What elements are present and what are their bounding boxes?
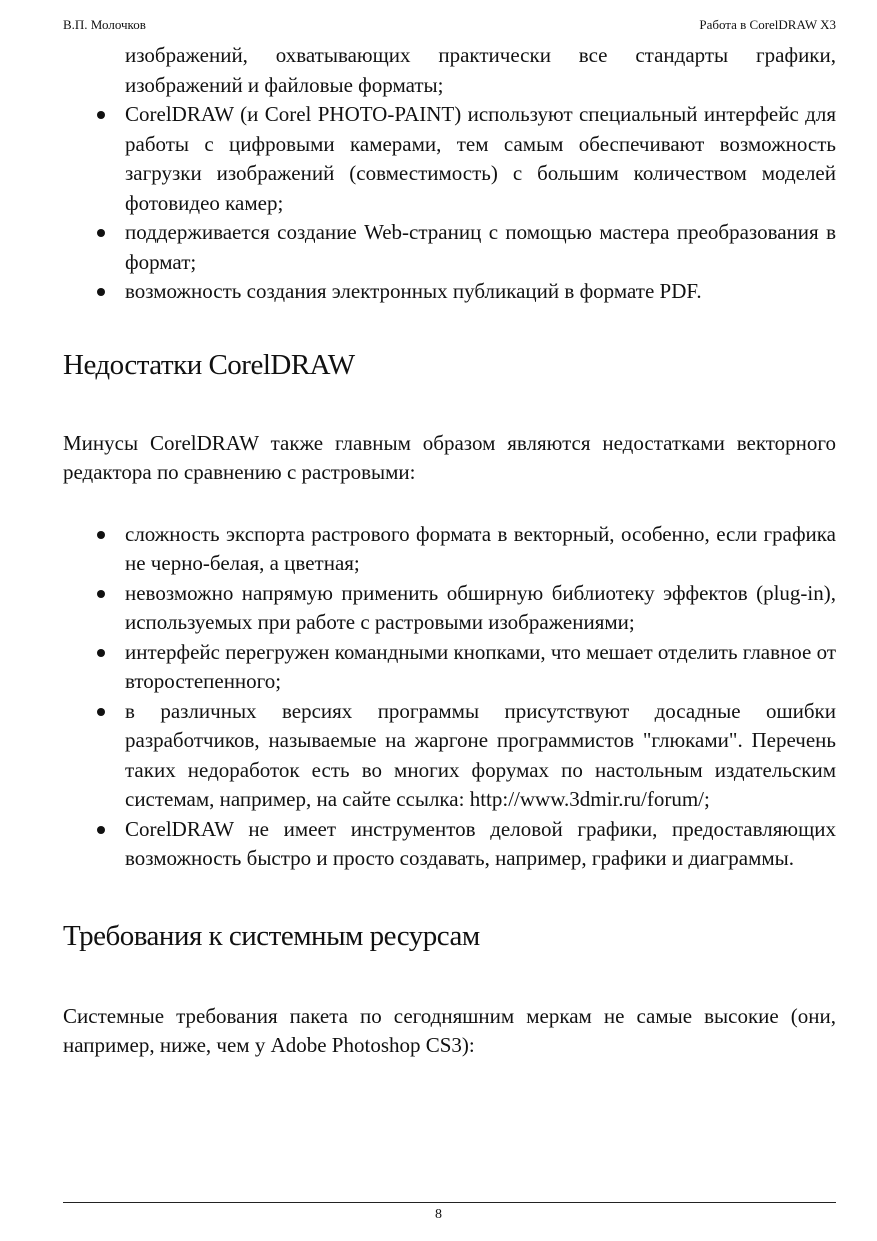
- list-item-text: поддерживается создание Web-страниц с помощью мастера преобразования в формат;: [125, 220, 836, 274]
- bullet-icon: [97, 826, 105, 834]
- bullet-icon: [97, 111, 105, 119]
- section-heading-drawbacks: Недостатки CorelDRAW: [63, 348, 355, 381]
- list-item-text: изображений, охватывающих практически все стандарты графики, изображений и файловые форматы;: [125, 43, 836, 97]
- list-item-text: сложность экспорта растрового формата в векторный, особенно, если графика не черно-белая, а цветная;: [125, 521, 836, 575]
- top-bullet-list: [63, 41, 836, 307]
- bullet-icon: [97, 229, 105, 237]
- page-header: [63, 16, 836, 34]
- list-item-text: CorelDRAW не имеет инструментов деловой графики, предоставляющих возможность быстро и просто создавать, например, графики и диаграммы.: [125, 816, 836, 870]
- list-item: [63, 815, 836, 874]
- header-title: Работа в CorelDRAW X3: [699, 17, 836, 32]
- list-item-text: невозможно напрямую применить обширную библиотеку эффектов (plug-in), используемых при работе с растровыми изображениями;: [125, 580, 836, 634]
- section-intro-requirements: Системные требования пакета по сегодняшним меркам не самые высокие (они, например, ниже, чем у Adobe Photoshop CS3):: [63, 1003, 836, 1057]
- bullet-icon: [97, 590, 105, 598]
- list-item: [63, 277, 836, 307]
- list-item: [63, 100, 836, 218]
- list-item: [63, 520, 836, 579]
- bullet-icon: [97, 649, 105, 657]
- list-item: [63, 697, 836, 815]
- section-intro-drawbacks: Минусы CorelDRAW также главным образом являются недостатками векторного редактора по сравнению с растровыми:: [63, 430, 836, 484]
- list-item-text: CorelDRAW (и Corel PHOTO-PAINT) используют специальный интерфейс для работы с цифровыми камерами, тем самым обеспечивают возможность загрузки изображений (совместимость) с большим количеством моделей фотовидео камер;: [125, 102, 836, 215]
- section-heading-requirements: Требования к системным ресурсам: [63, 919, 480, 952]
- list-item: [63, 638, 836, 697]
- drawbacks-bullet-list: [63, 520, 836, 874]
- header-author: В.П. Молочков: [63, 17, 146, 32]
- bullet-icon: [97, 288, 105, 296]
- list-item-text: интерфейс перегружен командными кнопками, что мешает отделить главное от второстепенного;: [125, 639, 836, 693]
- bullet-icon: [97, 531, 105, 539]
- list-item: [63, 41, 836, 100]
- list-item-text: возможность создания электронных публикаций в формате PDF.: [125, 279, 702, 303]
- page-number: 8: [435, 1207, 442, 1222]
- list-item: [63, 218, 836, 277]
- page-content: [63, 41, 836, 1061]
- bullet-icon: [97, 708, 105, 716]
- list-item-text: в различных версиях программы присутствуют досадные ошибки разработчиков, называемые на жаргоне программистов "глюками". Перечень таких недоработок есть во многих форумах по настольным издательским системам, например, на сайте ссылка: http://www.3dmir.ru/forum/;: [125, 698, 836, 811]
- list-item: [63, 579, 836, 638]
- footer-divider: [63, 1202, 836, 1203]
